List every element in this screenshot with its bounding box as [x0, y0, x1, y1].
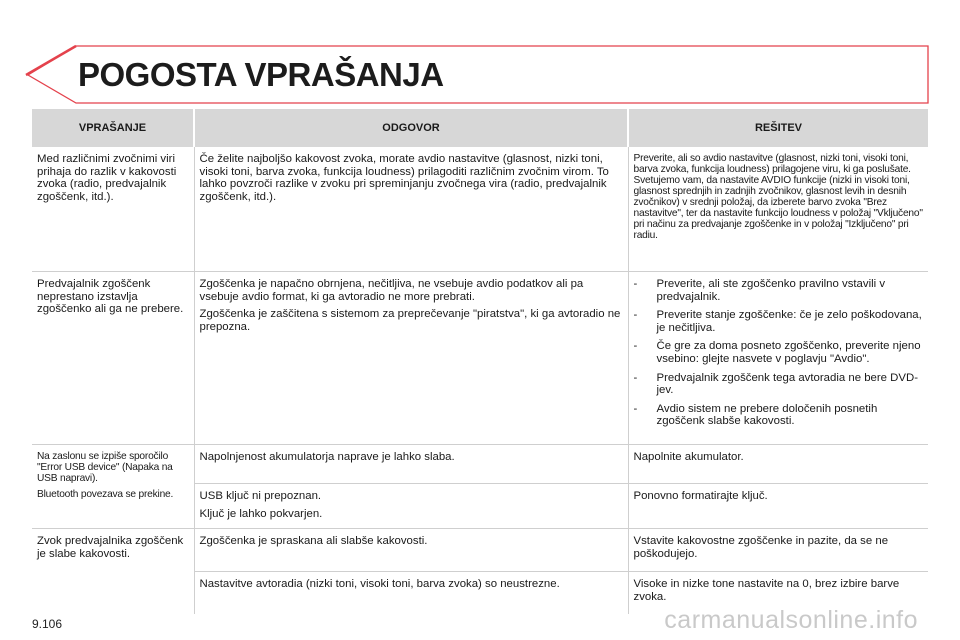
watermark-text: carmanualsonline.info — [664, 606, 918, 634]
answer-cell — [194, 445, 628, 484]
answer-text: Ključ je lahko pokvarjen. — [199, 507, 323, 520]
answer-text: Zgoščenka je spraskana ali slabše kakovosti. — [199, 535, 428, 547]
list-item: - Predvajalnik zgoščenk tega avtoradia ne bere DVD-jev. — [634, 372, 924, 397]
header-solution: REŠITEV — [628, 109, 928, 147]
answer-cell — [194, 272, 628, 445]
list-item: - Če gre za doma posneto zgoščenko, preverite njeno vsebino: glejte nasvete v poglavju "Avdio". — [634, 340, 924, 365]
page-number: 9.106 — [32, 617, 63, 631]
solution-cell — [628, 484, 928, 529]
solution-text: Napolnite akumulator. — [633, 451, 744, 463]
solution-text: Vstavite kakovostne zgoščenke in pazite, da se ne poškodujejo. — [633, 535, 889, 560]
question-text: Na zaslonu se izpiše sporočilo "Error USB device" (Napaka na USB napravi). — [37, 451, 173, 484]
answer-cell — [194, 529, 628, 572]
list-item: - Avdio sistem ne prebere določenih posnetih zgoščenk slabše kakovosti. — [634, 403, 924, 428]
question-cell — [32, 272, 194, 445]
solution-cell — [628, 147, 928, 272]
solution-text: Preverite, ali so avdio nastavitve (glasnost, nizki toni, visoki toni, barva zvoka, funkcija loudness) prilagojene viru, ki ga poslušate. Svetujemo vam, da nastavite AVDIO funkcije (nizki in visoki toni, glasnost sprednjih in zadnjih zvočnikov, glasnost levih in desnih zvočnikov) v srednji položaj, da izberete barvo zvoka "Brez nastavitve", ter da nastavite funkcijo loudness v položaj "Vključeno" pri načinu za predvajanje zgoščenke in v položaj "Izključeno" pri radiu. — [633, 153, 923, 241]
table-row — [32, 445, 928, 484]
solution-cell — [628, 272, 928, 445]
list-item: - Preverite, ali ste zgoščenko pravilno vstavili v predvajalnik. — [634, 278, 924, 303]
answer-text: Nastavitve avtoradia (nizki toni, visoki toni, barva zvoka) so neustrezne. — [199, 578, 560, 590]
question-cell — [32, 529, 194, 615]
table-row — [32, 529, 928, 572]
table-row — [32, 147, 928, 272]
answer-text: Zgoščenka je zaščitena s sistemom za preprečevanje "piratstva", ki ga avtoradio ne prepozna. — [199, 308, 621, 333]
question-cell — [32, 445, 194, 529]
question-text: Zvok predvajalnika zgoščenk je slabe kakovosti. — [37, 535, 184, 560]
header-answer: ODGOVOR — [194, 109, 628, 147]
question-text: Predvajalnik zgoščenk neprestano izstavlja zgoščenko ali ga ne prebere. — [37, 278, 184, 316]
answer-text: Zgoščenka je napačno obrnjena, nečitljiva, ne vsebuje avdio podatkov ali pa vsebuje avdio format, ki ga avtoradio ne more prebrati. — [199, 278, 584, 303]
question-cell — [32, 147, 194, 272]
question-text: Bluetooth povezava se prekine. — [37, 489, 174, 500]
table-header-row — [32, 109, 928, 147]
answer-cell — [194, 147, 628, 272]
solution-cell — [628, 529, 928, 572]
question-text: Med različnimi zvočnimi viri prihaja do razlik v kakovosti zvoka (radio, predvajalnik zgoščenk, itd.). — [37, 153, 177, 203]
answer-cell — [194, 572, 628, 615]
answer-text: USB ključ ni prepoznan. — [199, 490, 322, 502]
answer-cell — [194, 484, 628, 529]
page-title: POGOSTA VPRAŠANJA — [78, 56, 444, 93]
answer-text: Napolnjenost akumulatorja naprave je lahko slaba. — [199, 451, 455, 463]
solution-text: Ponovno formatirajte ključ. — [633, 490, 768, 502]
solution-text: Visoke in nizke tone nastavite na 0, brez izbire barve zvoka. — [633, 578, 900, 603]
header-question: VPRAŠANJE — [32, 109, 194, 147]
list-item: - Preverite stanje zgoščenke: če je zelo poškodovana, je nečitljiva. — [634, 309, 924, 334]
faq-table — [32, 109, 928, 614]
table-row — [32, 272, 928, 445]
answer-text: Če želite najboljšo kakovost zvoka, morate avdio nastavitve (glasnost, nizki toni, visoki toni, barva zvoka, funkcija loudness) prilagoditi različnim zvočnim virom. To lahko povzroči razlike v zvoku pri spreminjanju zvočnega vira (radio, predvajalnik zgoščenk, itd.). — [199, 153, 609, 203]
solution-cell — [628, 445, 928, 484]
solution-list — [634, 278, 924, 428]
